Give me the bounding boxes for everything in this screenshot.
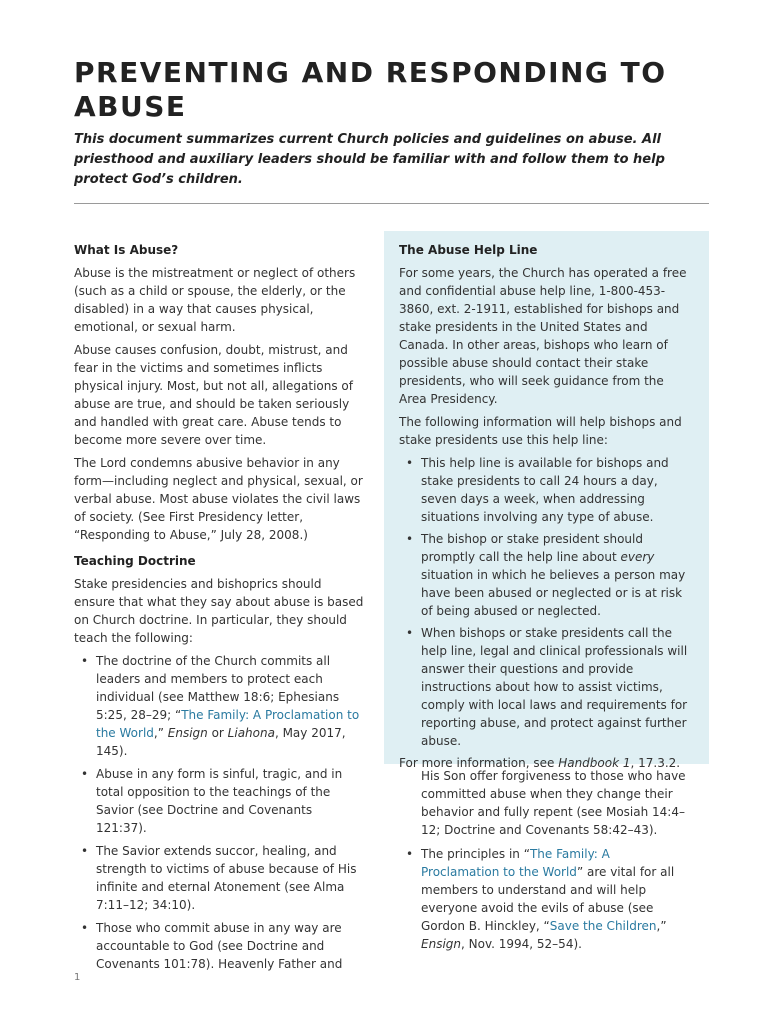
save-the-children-link[interactable]: Save the Children bbox=[549, 919, 657, 933]
page-number: 1 bbox=[74, 972, 81, 983]
teaching-bullet-2: • Abuse in any form is sinful, tragic, and in total opposition to the teachings of the Savior (see Doctrine and Covenants 121:37). bbox=[74, 765, 366, 837]
what-is-abuse-heading: What Is Abuse? bbox=[74, 243, 179, 257]
header-divider bbox=[74, 203, 709, 204]
right-column-continuation bbox=[399, 767, 691, 958]
more-information: For more information, see Handbook 1, 17.3.2. bbox=[399, 756, 681, 770]
teaching-list-continued bbox=[399, 845, 691, 953]
page-subtitle: This document summarizes current Church policies and guidelines on abuse. All priesthood and auxiliary leaders should be familiar with and follow them to help protect God’s children. bbox=[74, 132, 665, 187]
left-column bbox=[74, 241, 366, 978]
help-line-bullet-1: • This help line is available for bishops and stake presidents to call 24 hours a day, seven days a week, when addressing situations involving any type of abuse. bbox=[399, 454, 695, 526]
what-paragraph-3: The Lord condemns abusive behavior in any form—including neglect and physical, sexual, or verbal abuse. Most abuse violates the civil laws of society. (See First Presidency letter, “Responding to Abuse,” July 28, 2008.) bbox=[74, 456, 363, 542]
teaching-list bbox=[74, 652, 366, 973]
teaching-bullet-5: • The principles in “The Family: A Proclamation to the World” are vital for all members to understand and will help everyone avoid the evils of abuse (see Gordon B. Hinckley, “Save the Children,” Ensign, Nov. 1994, 52–54). bbox=[399, 845, 691, 953]
what-paragraph-2: Abuse causes confusion, doubt, mistrust, and fear in the victims and sometimes inflicts physical injury. Most, but not all, allegations of abuse are true, and should be taken seriously and handled with great care. Abuse tends to become more severe over time. bbox=[74, 343, 353, 447]
teaching-intro: Stake presidencies and bishoprics should ensure that what they say about abuse is based on Church doctrine. In particular, they should teach the following: bbox=[74, 577, 364, 645]
family-proclamation-link-2[interactable]: The Family: A Proclamation to the World bbox=[421, 847, 610, 879]
family-proclamation-link[interactable]: The Family: A Proclamation to the World bbox=[96, 708, 360, 740]
help-line-heading: The Abuse Help Line bbox=[399, 243, 538, 257]
page-title: PREVENTING AND RESPONDING TO ABUSE bbox=[74, 56, 667, 123]
what-paragraph-1: Abuse is the mistreatment or neglect of others (such as a child or spouse, the elderly, or the disabled) in a way that causes physical, emotional, or sexual harm. bbox=[74, 266, 356, 334]
help-line-bullet-2: • The bishop or stake president should promptly call the help line about every situation in which he believes a person may have been abused or neglected or is at risk of being abused or neglected. bbox=[399, 530, 695, 620]
teaching-bullet-4: • Those who commit abuse in any way are accountable to God (see Doctrine and Covenants 101:78). Heavenly Father and bbox=[74, 919, 366, 973]
help-line-bullet-3: • When bishops or stake presidents call the help line, legal and clinical professionals will answer their questions and provide instructions about how to assist victims, comply with local laws and requirements for reporting abuse, and protect against further abuse. bbox=[399, 624, 695, 750]
help-line-list bbox=[399, 454, 695, 750]
help-line-paragraph-2: The following information will help bishops and stake presidents use this help line: bbox=[399, 415, 682, 447]
teaching-bullet-4-continued: His Son offer forgiveness to those who have committed abuse when they change their behavior and fully repent (see Mosiah 14:4–12; Doctrine and Covenants 58:42–43). bbox=[421, 769, 686, 837]
help-line-box bbox=[384, 231, 709, 770]
help-line-paragraph-1: For some years, the Church has operated a free and confidential abuse help line, 1-800-453-3860, ext. 2-1911, established for bishops and stake presidents in the United States and Canada. In other areas, bishops who learn of possible abuse should contact their stake presidents, who will seek guidance from the Area Presidency. bbox=[399, 266, 687, 406]
teaching-bullet-1: • The doctrine of the Church commits all leaders and members to protect each individual (see Matthew 18:6; Ephesians 5:25, 28–29; “The Family: A Proclamation to the World,” Ensign or Liahona, May 2017, 145). bbox=[74, 652, 366, 760]
teaching-doctrine-heading: Teaching Doctrine bbox=[74, 554, 196, 568]
teaching-bullet-3: • The Savior extends succor, healing, and strength to victims of abuse because of His infinite and eternal Atonement (see Alma 7:11–12; 34:10). bbox=[74, 842, 366, 914]
